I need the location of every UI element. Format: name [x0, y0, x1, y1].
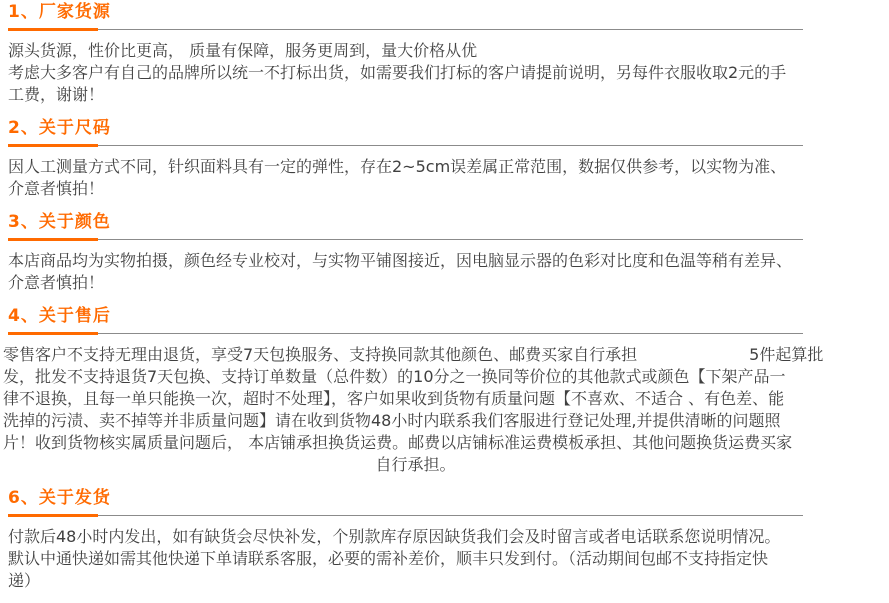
section-body	[8, 526, 889, 592]
section-heading: 4、关于售后	[8, 306, 111, 326]
paragraph-line: 律不退换，且每一单只能换一次，超时不处理】，客户如果收到货物有质量问题【不喜欢、不适合 、有色差、能	[3, 389, 785, 408]
divider-accent-segment	[8, 144, 98, 147]
divider-accent-segment	[8, 514, 98, 517]
divider-accent-segment	[8, 28, 98, 31]
heading-divider	[8, 238, 803, 240]
section-body	[8, 250, 889, 294]
heading-divider	[8, 144, 803, 146]
section-supplier	[0, 0, 889, 106]
section-color	[0, 210, 889, 294]
paragraph-line: 源头货源，性价比更高， 质量有保障，服务更周到，量大价格从优	[8, 41, 478, 60]
paragraph-line: 自行承担。	[375, 455, 456, 474]
paragraph-line: 本店商品均为实物拍摄，颜色经专业校对，与实物平铺图接近，因电脑显示器的色彩对比度和色温等稍有差异、	[8, 251, 793, 270]
paragraph-line: 工费，谢谢！	[8, 85, 105, 104]
divider-accent-segment	[8, 238, 98, 241]
paragraph-line: 发，批发不支持退货7天包换、支持订单数量（总件数）的10分之一换同等价位的其他款式或颜色【下架产品一	[3, 367, 786, 386]
paragraph-line: 付款后48小时内发出，如有缺货会尽快补发，个别款库存原因缺货我们会及时留言或者电话联系您说明情况。	[8, 527, 781, 546]
section-heading: 3、关于颜色	[8, 212, 111, 232]
paragraph-line: 介意者慎拍！	[8, 179, 105, 198]
paragraph-line: 介意者慎拍！	[8, 273, 105, 292]
section-heading: 1、厂家货源	[8, 2, 111, 22]
section-aftersale	[0, 304, 889, 476]
section-body	[3, 344, 828, 476]
paragraph-line: 片！收到货物核实属质量问题后， 本店铺承担换货运费。邮费以店铺标准运费模板承担、其他问题换货运费买家	[3, 433, 793, 452]
divider-accent-segment	[8, 332, 98, 335]
paragraph-line: 零售客户不支持无理由退货，享受7天包换服务、支持换同款其他颜色、邮费买家自行承担 5件起算批	[3, 345, 824, 364]
heading-divider	[8, 514, 803, 516]
paragraph-line: 考虑大多客户有自己的品牌所以统一不打标出货，如需要我们打标的客户请提前说明，另每件衣服收取2元的手	[8, 63, 787, 82]
paragraph-line: 因人工测量方式不同，针织面料具有一定的弹性，存在2~5cm误差属正常范围，数据仅供参考，以实物为准、	[8, 157, 787, 176]
paragraph-line: 默认中通快递如需其他快递下单请联系客服，必要的需补差价，顺丰只发到付。（活动期间包邮不支持指定快	[8, 549, 769, 568]
section-shipping	[0, 486, 889, 592]
section-heading: 6、关于发货	[8, 488, 111, 508]
paragraph-line: 洗掉的污渍、卖不掉等并非质量问题】请在收到货物48小时内联系我们客服进行登记处理,并提供清晰的问题照	[3, 411, 781, 430]
heading-divider	[8, 332, 803, 334]
heading-divider	[8, 28, 803, 30]
paragraph-line: 递）	[8, 571, 41, 590]
section-body	[8, 156, 889, 200]
section-body	[8, 40, 889, 106]
section-sizing	[0, 116, 889, 200]
section-heading: 2、关于尺码	[8, 118, 111, 138]
